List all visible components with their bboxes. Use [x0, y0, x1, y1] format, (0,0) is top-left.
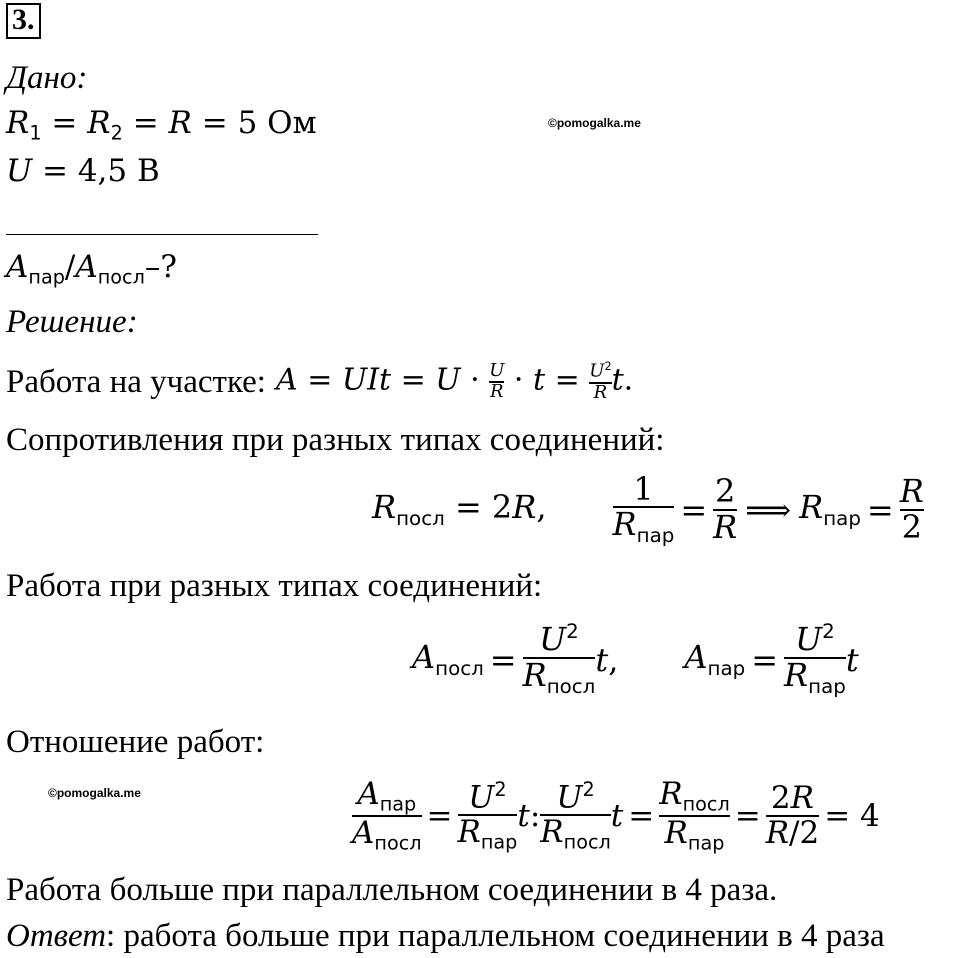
solution-label: Решение: — [6, 304, 138, 340]
given-divider — [6, 234, 318, 235]
problem-number: 3. — [6, 3, 41, 39]
answer-line — [6, 920, 885, 953]
ratio-heading: Отношение работ: — [6, 724, 265, 760]
given-line-1: $R_1 = R_2 = R = 5$ Ом — [6, 105, 317, 145]
resistance-heading: Сопротивления при разных типах соединений: — [6, 422, 665, 458]
watermark-top: ©pomogalka.me — [548, 116, 641, 130]
ratio-formula: $\frac{A_{пар}}{A_{посл}}$ = $\frac{U^2}{R_{пар}}$ t: $\frac{U^2}{R_{посл}}$ t = $\frac{R_{посл}}{R_{пар}}$ = $\frac{2R}{R/2}$ = 4 — [352, 776, 880, 855]
answer-label: Ответ — [6, 918, 107, 954]
conclusion: Работа больше при параллельном соединении в 4 раза. — [6, 872, 778, 908]
work-on-segment-line — [6, 352, 633, 412]
work-heading: Работа при разных типах соединений: — [6, 568, 543, 604]
work-formula: $A_{посл}$ = $\frac{U^2}{R_{посл}}$ t, $A_{пар}$ = $\frac{U^2}{R_{пар}}$ t — [412, 620, 859, 698]
given-label: Дано: — [6, 60, 88, 96]
resistance-formula: $R_{посл} = 2R$, $\frac{1}{R_{пар}}$ = $\frac{2}{R}$ ⟹ $R_{пар}$ = $\frac{R}{2}$ — [372, 469, 924, 548]
work-on-segment-text: Работа на участке: — [6, 363, 266, 400]
given-line-2: U = 4,5 В — [6, 153, 160, 189]
work-on-segment-formula: A = UIt = U · $\frac{U}{R}$ · t = $\frac{U^2}{R}$ t. — [275, 360, 634, 403]
watermark-bottom: ©pomogalka.me — [48, 786, 141, 800]
find-expression: $A_{пар}/A_{посл}-$? — [6, 249, 178, 289]
answer-text: : работа больше при параллельном соединении в 4 раза — [106, 918, 885, 954]
